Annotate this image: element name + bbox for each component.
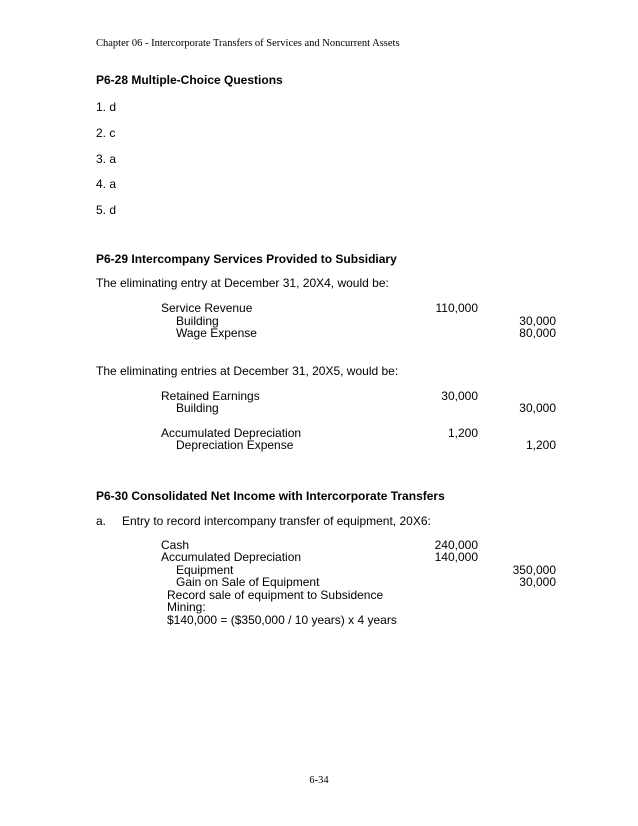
paragraph: The eliminating entries at December 31, 20X5, would be: [96, 364, 399, 378]
journal-account: Gain on Sale of Equipment [176, 575, 320, 589]
journal-account: Retained Earnings [161, 389, 260, 403]
journal-account: Building [176, 401, 219, 415]
journal-debit: 140,000 [434, 550, 478, 564]
journal-credit: 30,000 [519, 401, 556, 415]
chapter-header: Chapter 06 - Intercorporate Transfers of Services and Noncurrent Assets [96, 38, 400, 49]
journal-credit: 30,000 [519, 575, 556, 589]
paragraph: Entry to record intercompany transfer of equipment, 20X6: [122, 514, 431, 528]
answer-item: 1. d [96, 100, 117, 114]
journal-account: Accumulated Depreciation [161, 550, 302, 564]
section-heading-p6-28: P6-28 Multiple-Choice Questions [96, 73, 283, 87]
journal-credit: 1,200 [525, 438, 556, 452]
journal-debit: 110,000 [435, 301, 478, 315]
journal-account: Cash [161, 538, 190, 552]
section-heading-p6-29: P6-29 Intercompany Services Provided to Subsidiary [96, 252, 397, 266]
journal-debit: 1,200 [447, 426, 478, 440]
page-number: 6-34 [309, 775, 329, 786]
answer-item: 3. a [96, 152, 117, 166]
journal-account: Accumulated Depreciation [161, 426, 302, 440]
entry-note: $140,000 = ($350,000 / 10 years) x 4 years [167, 613, 397, 627]
journal-debit: 30,000 [441, 389, 478, 403]
answer-item: 4. a [96, 177, 117, 191]
paragraph: The eliminating entry at December 31, 20X4, would be: [96, 276, 389, 290]
answer-item: 5. d [96, 203, 117, 217]
entry-note: Mining: [167, 600, 206, 614]
entry-note: Record sale of equipment to Subsidence [167, 588, 384, 602]
journal-account: Service Revenue [161, 301, 253, 315]
section-heading-p6-30: P6-30 Consolidated Net Income with Intercorporate Transfers [96, 489, 445, 503]
journal-credit: 30,000 [519, 314, 556, 328]
journal-credit: 350,000 [512, 563, 556, 577]
journal-debit: 240,000 [434, 538, 478, 552]
journal-account: Depreciation Expense [176, 438, 294, 452]
part-letter: a. [96, 514, 107, 528]
journal-account: Equipment [176, 563, 234, 577]
answer-item: 2. c [96, 126, 116, 140]
journal-account: Building [176, 314, 219, 328]
journal-account: Wage Expense [176, 326, 257, 340]
journal-credit: 80,000 [519, 326, 556, 340]
